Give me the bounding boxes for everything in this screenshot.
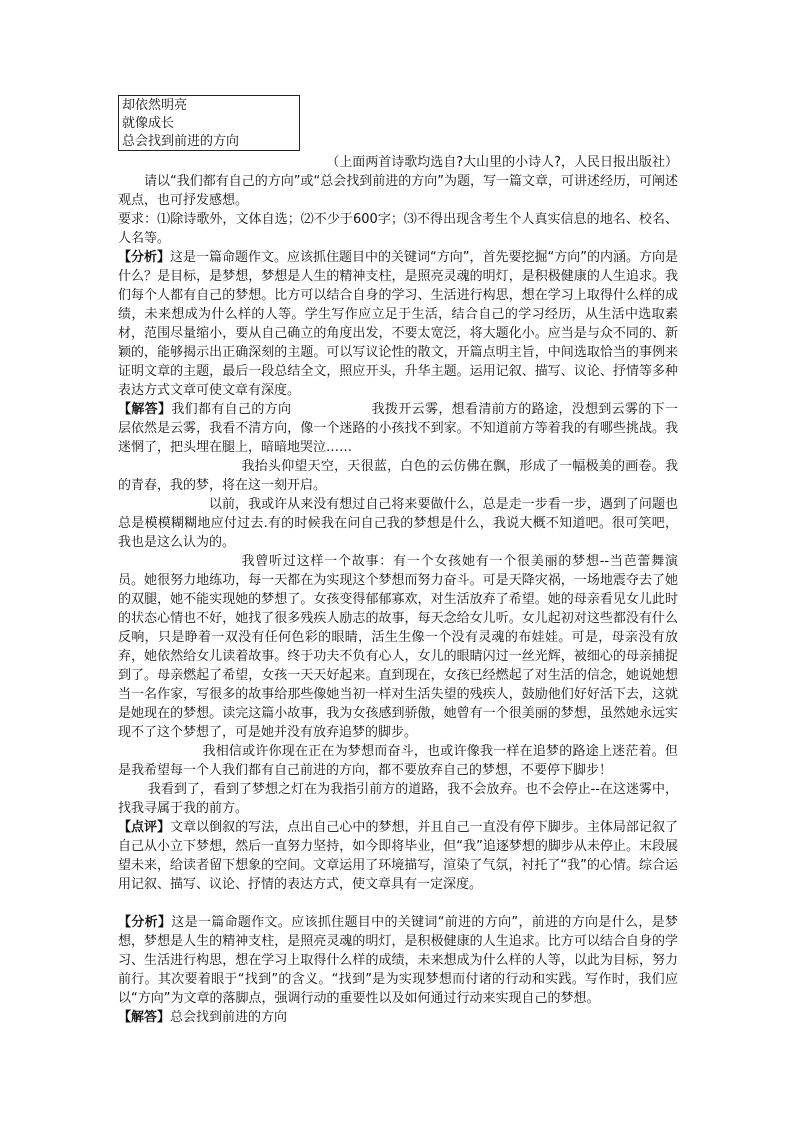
answer-label: 【解答】: [118, 1010, 171, 1025]
comment-label: 【点评】: [118, 820, 171, 835]
document-body: [118, 153, 678, 1027]
essay-prompt: 请以“我们都有自己的方向”或“总会找到前进的方向”为题，写一篇文章，可讲述经历，可阐述观点，也可抒发感想。: [118, 174, 678, 208]
essay-paragraph: 我拨开云雾，想看清前方的路途，没想到云雾的下一层依然是云雾，我看不清方向，像一个迷路的小孩找不到家。不知道前方等着我的有哪些挑战。我迷惘了，把头埋在腿上，暗暗地哭泣……: [118, 402, 678, 455]
poem-source: （上面两首诗歌均选自?大山里的小诗人?，人民日报出版社）: [326, 155, 678, 170]
analysis-section-2: [118, 913, 678, 1008]
analysis-label: 【分析】: [118, 250, 171, 265]
analysis-section-1: [118, 248, 678, 400]
essay-requirements: 要求：⑴除诗歌外，文体自选；⑵不少于600字；⑶不得出现含考生个人真实信息的地名、校名、人名等。: [118, 212, 678, 246]
answer-section-1: [118, 400, 678, 457]
essay-paragraph: 我看到了，看到了梦想之灯在为我指引前方的道路，我不会放弃。也不会停止--在这迷雾中，找我寻属于我的前方。: [118, 782, 678, 816]
poem-line: 却依然明亮: [122, 98, 188, 113]
poem-line: 总会找到前进的方向: [122, 134, 240, 149]
answer-section-2: [118, 1008, 678, 1027]
essay-paragraph: 以前，我或许从来没有想过自己将来要做什么，总是走一步看一步，遇到了问题也总是模模糊糊地应付过去.有的时候我在问自己我的梦想是什么，我说大概不知道吧。很可笑吧，我也是这么认为的。: [118, 497, 678, 550]
poem-line: 就像成长: [122, 116, 175, 131]
analysis-label: 【分析】: [118, 915, 172, 930]
spacer: [118, 894, 678, 913]
essay-paragraph: 我曾听过这样一个故事：有一个女孩她有一个很美丽的梦想--当芭蕾舞演员。她很努力地练功，每一天都在为实现这个梦想而努力奋斗。可是天降灾祸，一场地震夺去了她的双腿，她不能实现她的梦想了。女孩变得郁郁寡欢，对生活放弃了希望。她的母亲看见女儿此时的状态心情也不好，她找了很多残疾人励志的故事，每天念给女儿听。女儿起初对这些都没有什么反响，只是睁着一双没有任何色彩的眼睛，活生生像一个没有灵魂的布娃娃。可是，母亲没有放弃，她依然给女儿读着故事。终于功夫不负有心人，女儿的眼睛闪过一丝光辉，被细心的母亲捕捉到了。母亲燃起了希望，女孩一天天好起来。直到现在，女孩已经燃起了对生活的信念，她说她想当一名作家，写很多的故事给那些像她当初一样对生活失望的残疾人，鼓励他们好好活下去，这就是她现在的梦想。读完这篇小故事，我为女孩感到骄傲，她曾有一个很美丽的梦想，虽然她永远实现不了这个梦想了，可是她并没有放弃追梦的脚步。: [118, 554, 678, 740]
essay-paragraph: 我相信或许你现在正在为梦想而奋斗，也或许像我一样在追梦的路途上迷茫着。但是我希望每一个人我们都有自己前进的方向，都不要放弃自己的梦想，不要停下脚步！: [118, 744, 678, 778]
analysis-text: 这是一篇命题作文。应该抓住题目中的关键词“前进的方向”，前进的方向是什么，是梦想，梦想是人生的精神支柱，是照亮灵魂的明灯，是积极健康的人生追求。比方可以结合自身的学习、生活进行构思，想在学习上取得什么样的成绩，未来想成为什么样的人等，以此为目标，努力前行。其次要着眼于“找到”的含义。“找到”是为实现梦想而付诸的行动和实践。写作时，我们应以“方向”为文章的落脚点，强调行动的重要性以及如何通过行动来实现自己的梦想。: [118, 915, 678, 1006]
poem-excerpt-box: [118, 95, 300, 151]
essay-paragraph: 我抬头仰望天空，天很蓝，白色的云仿佛在飘，形成了一幅极美的画卷。我的青春，我的梦，将在这一刻开启。: [118, 459, 678, 493]
analysis-text: 这是一篇命题作文。应该抓住题目中的关键词“方向”，首先要挖掘“方向”的内涵。方向是什么？是目标，是梦想，梦想是人生的精神支柱，是照亮灵魂的明灯，是积极健康的人生追求。我们每个人都有自己的梦想。比方可以结合自身的学习、生活进行构思，想在学习上取得什么样的成绩，未来想成为什么样的人等。学生写作应立足于生活，结合自己的学习经历，从生活中选取素材，范围尽量缩小，要从自己确立的角度出发，不要太宽泛，将大题化小。应当是与众不同的、新颖的，能够揭示出正确深刻的主题。可以写议论性的散文，开篇点明主旨，中间选取恰当的事例来证明文章的主题，最后一段总结全文，照应开头，升华主题。运用记叙、描写、议论、抒情等多种表达方式文章可使文章有深度。: [118, 250, 678, 398]
essay-title: 我们都有自己的方向: [171, 402, 292, 417]
comment-text: 文章以倒叙的写法，点出自己心中的梦想，并且自己一直没有停下脚步。主体局部记叙了自己从小立下梦想，然后一直努力坚持，如今即将毕业，但“我”追逐梦想的脚步从未停止。末段展望未来，给读者留下想象的空间。文章运用了环境描写，渲染了气氛，衬托了“我”的心情。综合运用记叙、描写、议论、抒情的表达方式，使文章具有一定深度。: [118, 820, 678, 892]
essay-title: 总会找到前进的方向: [170, 1010, 288, 1025]
comment-section: [118, 818, 678, 894]
answer-label: 【解答】: [118, 402, 172, 417]
